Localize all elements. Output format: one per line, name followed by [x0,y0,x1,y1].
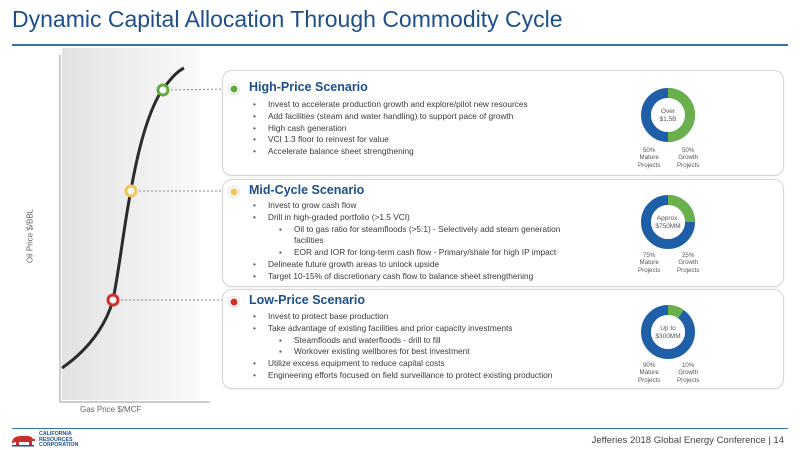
y-axis-label: Oil Price $/BBL [25,208,35,264]
low-allocation-donut [633,302,703,397]
curve-background-panel [62,48,200,400]
mature-label: Mature [639,369,659,377]
low-growth-pct: 10% [681,362,695,369]
mature-label: Mature [639,154,659,162]
list-item: • High cash generation [253,123,528,135]
footer-divider [12,428,788,429]
list-item: • Utilize excess equipment to reduce capital costs [253,358,552,370]
mid-scenario-title: Mid-Cycle Scenario [249,183,365,197]
growth-label-2: Projects [677,161,700,169]
page-title: Dynamic Capital Allocation Through Commodity Cycle [12,6,563,32]
list-item: • Add facilities (steam and water handling) to support pace of growth [253,111,528,123]
mid-donut-center: Approx. [656,215,680,222]
mature-label-2: Projects [638,161,661,169]
low-price-scenario-box [222,289,784,389]
list-item: • Invest to accelerate production growth and explore/pilot new resources [253,99,528,111]
growth-label-2: Projects [677,266,700,274]
high-price-scenario-box [222,70,784,176]
high-scenario-title: High-Price Scenario [249,80,368,94]
logo-line-3: CORPORATION [39,442,79,448]
high-mature-label [638,147,660,169]
list-item: ▪ Workover existing wellbores for best investment [253,346,552,358]
low-dot-icon [227,295,241,309]
list-item: • Delineate future growth areas to unlock upside [253,259,588,271]
low-donut-center: Up to [660,325,676,332]
high-allocation-donut [633,85,703,180]
list-item: • VCI 1.3 floor to reinvest for value [253,134,528,146]
high-point [158,85,168,95]
mid-donut-chart [633,192,703,252]
high-dot-icon [227,82,241,96]
mid-cycle-scenario-box [222,179,784,287]
x-axis-label: Gas Price $/MCF [80,405,142,414]
low-growth-arc [668,310,681,314]
mid-growth-label [677,252,699,274]
list-item: ▪ Oil to gas ratio for steamfloods (>5:1) - Selectively add steam generation facilities [253,224,588,248]
mid-mature-pct: 75% [642,252,656,259]
low-bullet-list [253,311,552,382]
list-item: • Take advantage of existing facilities and prior capacity investments [253,323,552,335]
list-item: • Invest to grow cash flow [253,200,588,212]
logo-line-1: CALIFORNIA [39,431,72,437]
low-scenario-title: Low-Price Scenario [249,293,366,307]
growth-label: Growth [678,369,699,377]
mid-growth-pct: 25% [681,252,695,259]
high-bullet-list [253,99,528,158]
high-donut-center-value: $1.5B [659,116,677,123]
mid-point [126,186,136,196]
list-item: • Accelerate balance sheet strengthening [253,146,528,158]
low-donut-center-value: $300MM [655,333,681,340]
growth-label: Growth [678,154,699,162]
footer-text: Jefferies 2018 Global Energy Conference | 14 [591,435,784,446]
growth-label-2: Projects [677,376,700,384]
low-mature-pct: 90% [642,362,656,369]
low-donut-chart [633,302,703,362]
mature-label: Mature [639,259,659,267]
mid-dot-icon [227,185,241,199]
growth-label: Growth [678,259,699,267]
mid-donut-center-value: $750MM [655,223,681,230]
company-logo [10,431,80,449]
high-growth-label [677,147,699,169]
mature-label-2: Projects [638,376,661,384]
high-donut-chart [633,85,703,145]
logo-line-2: RESOURCES [39,436,73,443]
mature-label-2: Projects [638,266,661,274]
mid-mature-label [638,252,660,274]
high-donut-center: Over [660,108,676,115]
list-item: • Drill in high-graded portfolio (>1.5 VCI) [253,212,588,224]
list-item: • Target 10-15% of discretionary cash flow to balance sheet strengthening [253,271,588,283]
high-mature-pct: 50% [642,147,656,154]
low-mature-label [638,362,660,384]
list-item: • Invest to protect base production [253,311,552,323]
bear-logo-icon [10,432,36,448]
mid-allocation-donut [633,192,703,287]
mid-bullet-list [253,200,588,283]
title-divider [12,44,788,46]
low-growth-label [677,362,699,384]
list-item: • Engineering efforts focused on field surveillance to protect existing production [253,370,552,382]
list-item: ▪ Steamfloods and waterfloods - drill to fill [253,335,552,347]
list-item: ▪ EOR and IOR for long-term cash flow - Primary/shale for high IP impact [253,247,588,259]
high-growth-pct: 50% [681,147,695,154]
low-point [108,295,118,305]
